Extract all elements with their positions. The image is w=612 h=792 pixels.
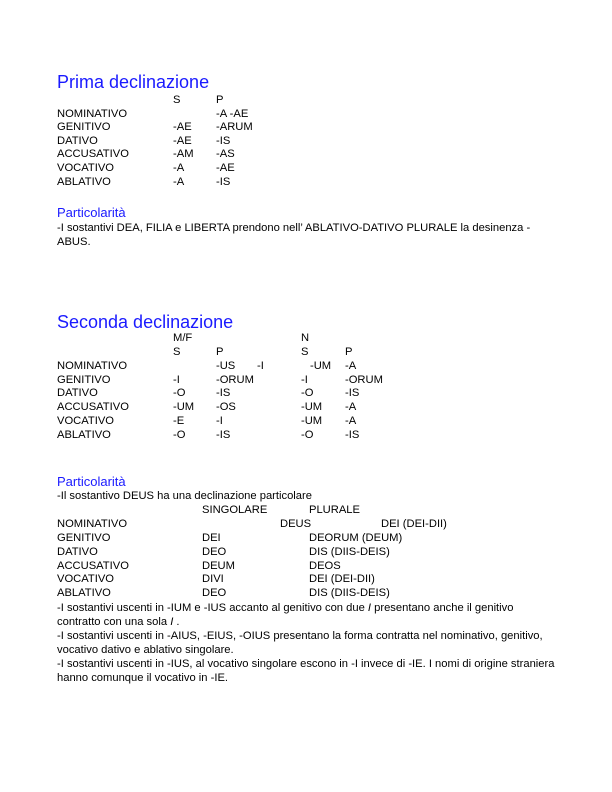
seconda-n-p: -ORUM bbox=[345, 374, 383, 386]
note1-italic-i: I bbox=[367, 602, 372, 614]
seconda-n-p: -IS bbox=[345, 387, 360, 399]
seconda-n-p: -A bbox=[345, 401, 357, 413]
prima-s: -AM bbox=[173, 148, 194, 160]
seconda-case: ABLATIVO bbox=[57, 429, 111, 441]
note1-part-c: . bbox=[173, 616, 180, 628]
seconda-particolarita-title: Particolarità bbox=[57, 474, 126, 489]
deus-case: DATIVO bbox=[57, 546, 98, 558]
prima-s: -A bbox=[173, 162, 185, 174]
deus-header-plurale: PLURALE bbox=[309, 504, 360, 516]
seconda-case: ACCUSATIVO bbox=[57, 401, 129, 413]
seconda-n-p: -IS bbox=[345, 429, 360, 441]
prima-p: -AE bbox=[216, 162, 235, 174]
deus-header-singolare: SINGOLARE bbox=[202, 504, 268, 516]
seconda-header-mf-s: S bbox=[173, 346, 181, 358]
seconda-n-s: -O bbox=[301, 387, 314, 399]
seconda-mf-p: -IS bbox=[216, 387, 231, 399]
prima-p: -ARUM bbox=[216, 121, 253, 133]
deus-s: DEUS bbox=[280, 518, 312, 530]
deus-case: ACCUSATIVO bbox=[57, 560, 129, 572]
deus-p: DEI (DEI-DII) bbox=[309, 573, 375, 585]
deus-p: DIS (DIIS-DEIS) bbox=[309, 587, 390, 599]
prima-case: VOCATIVO bbox=[57, 162, 114, 174]
seconda-case: NOMINATIVO bbox=[57, 360, 128, 372]
deus-p: DEORUM (DEUM) bbox=[309, 532, 403, 544]
seconda-n-s: -UM bbox=[301, 401, 323, 413]
seconda-title: Seconda declinazione bbox=[57, 312, 234, 332]
prima-s: -A bbox=[173, 176, 185, 188]
prima-s: -AE bbox=[173, 135, 192, 147]
prima-case: ABLATIVO bbox=[57, 176, 111, 188]
deus-case: NOMINATIVO bbox=[57, 518, 128, 530]
deus-s: DEI bbox=[202, 532, 221, 544]
seconda-mf-s: -O bbox=[173, 429, 186, 441]
note1-part-a: -I sostantivi uscenti in -IUM e -IUS accanto al genitivo con due bbox=[57, 602, 368, 614]
prima-case: NOMINATIVO bbox=[57, 108, 128, 120]
seconda-case: DATIVO bbox=[57, 387, 98, 399]
prima-case: DATIVO bbox=[57, 135, 98, 147]
seconda-n-s: -I bbox=[301, 374, 308, 386]
prima-particolarita-title: Particolarità bbox=[57, 205, 126, 220]
seconda-mf-p: -US -I bbox=[216, 360, 264, 372]
seconda-mf-p: -OS bbox=[216, 401, 236, 413]
deus-p: DEI (DEI-DII) bbox=[381, 518, 447, 530]
seconda-n-p: -A bbox=[345, 360, 357, 372]
seconda-n-s: -UM bbox=[301, 415, 323, 427]
prima-p: -IS bbox=[216, 135, 231, 147]
note1-part-b: presentano anche il genitivo contratto con una sola bbox=[57, 602, 514, 628]
seconda-mf-s: -UM bbox=[173, 401, 195, 413]
seconda-mf-s: -E bbox=[173, 415, 185, 427]
deus-case: VOCATIVO bbox=[57, 573, 114, 585]
seconda-n-s: -O bbox=[301, 429, 314, 441]
seconda-mf-p: -IS bbox=[216, 429, 231, 441]
note1-italic-i2: I bbox=[170, 616, 174, 628]
seconda-mf-p: -I bbox=[216, 415, 223, 427]
seconda-n-p: -A bbox=[345, 415, 357, 427]
seconda-header-mf-p: P bbox=[216, 346, 224, 358]
seconda-mf-s: -I bbox=[173, 374, 180, 386]
seconda-mf-p: -ORUM bbox=[216, 374, 254, 386]
prima-case: GENITIVO bbox=[57, 121, 111, 133]
note-genitivo-contratto bbox=[57, 601, 555, 629]
deus-s: DEUM bbox=[202, 560, 235, 572]
deus-p: DIS (DIIS-DEIS) bbox=[309, 546, 390, 558]
prima-p: -A -AE bbox=[216, 108, 249, 120]
prima-header-s: S bbox=[173, 94, 181, 106]
seconda-group-mf: M/F bbox=[173, 332, 193, 344]
deus-p: DEOS bbox=[309, 560, 341, 572]
seconda-mf-s: -O bbox=[173, 387, 186, 399]
deus-case: ABLATIVO bbox=[57, 587, 111, 599]
prima-case: ACCUSATIVO bbox=[57, 148, 129, 160]
prima-title: Prima declinazione bbox=[57, 72, 210, 92]
deus-s: DEO bbox=[202, 546, 227, 558]
seconda-header-n-s: S bbox=[301, 346, 309, 358]
deus-intro: -Il sostantivo DEUS ha una declinazione particolare bbox=[57, 490, 312, 502]
prima-s: -AE bbox=[173, 121, 192, 133]
prima-p: -IS bbox=[216, 176, 231, 188]
seconda-header-n-p: P bbox=[345, 346, 353, 358]
seconda-group-n: N bbox=[301, 332, 310, 344]
seconda-n-s: -UM bbox=[310, 360, 332, 372]
seconda-case: VOCATIVO bbox=[57, 415, 114, 427]
prima-header-p: P bbox=[216, 94, 224, 106]
note-vocativo: -I sostantivi uscenti in -IUS, al vocativo singolare escono in -I invece di -IE. I nomi di origine straniera hanno comunque il vocativo in -IE. bbox=[57, 658, 555, 684]
deus-s: DIVI bbox=[202, 573, 224, 585]
seconda-case: GENITIVO bbox=[57, 374, 111, 386]
deus-case: GENITIVO bbox=[57, 532, 111, 544]
prima-particolarita-text: -I sostantivi DEA, FILIA e LIBERTA prendono nell’ ABLATIVO-DATIVO PLURALE la desinenza -ABUS. bbox=[57, 222, 531, 248]
prima-p: -AS bbox=[216, 148, 235, 160]
note-forma-contratta: -I sostantivi uscenti in -AIUS, -EIUS, -OIUS presentano la forma contratta nel nominativo, genitivo, vocativo dativo e ablativo singolare. bbox=[57, 630, 543, 656]
deus-s: DEO bbox=[202, 587, 227, 599]
